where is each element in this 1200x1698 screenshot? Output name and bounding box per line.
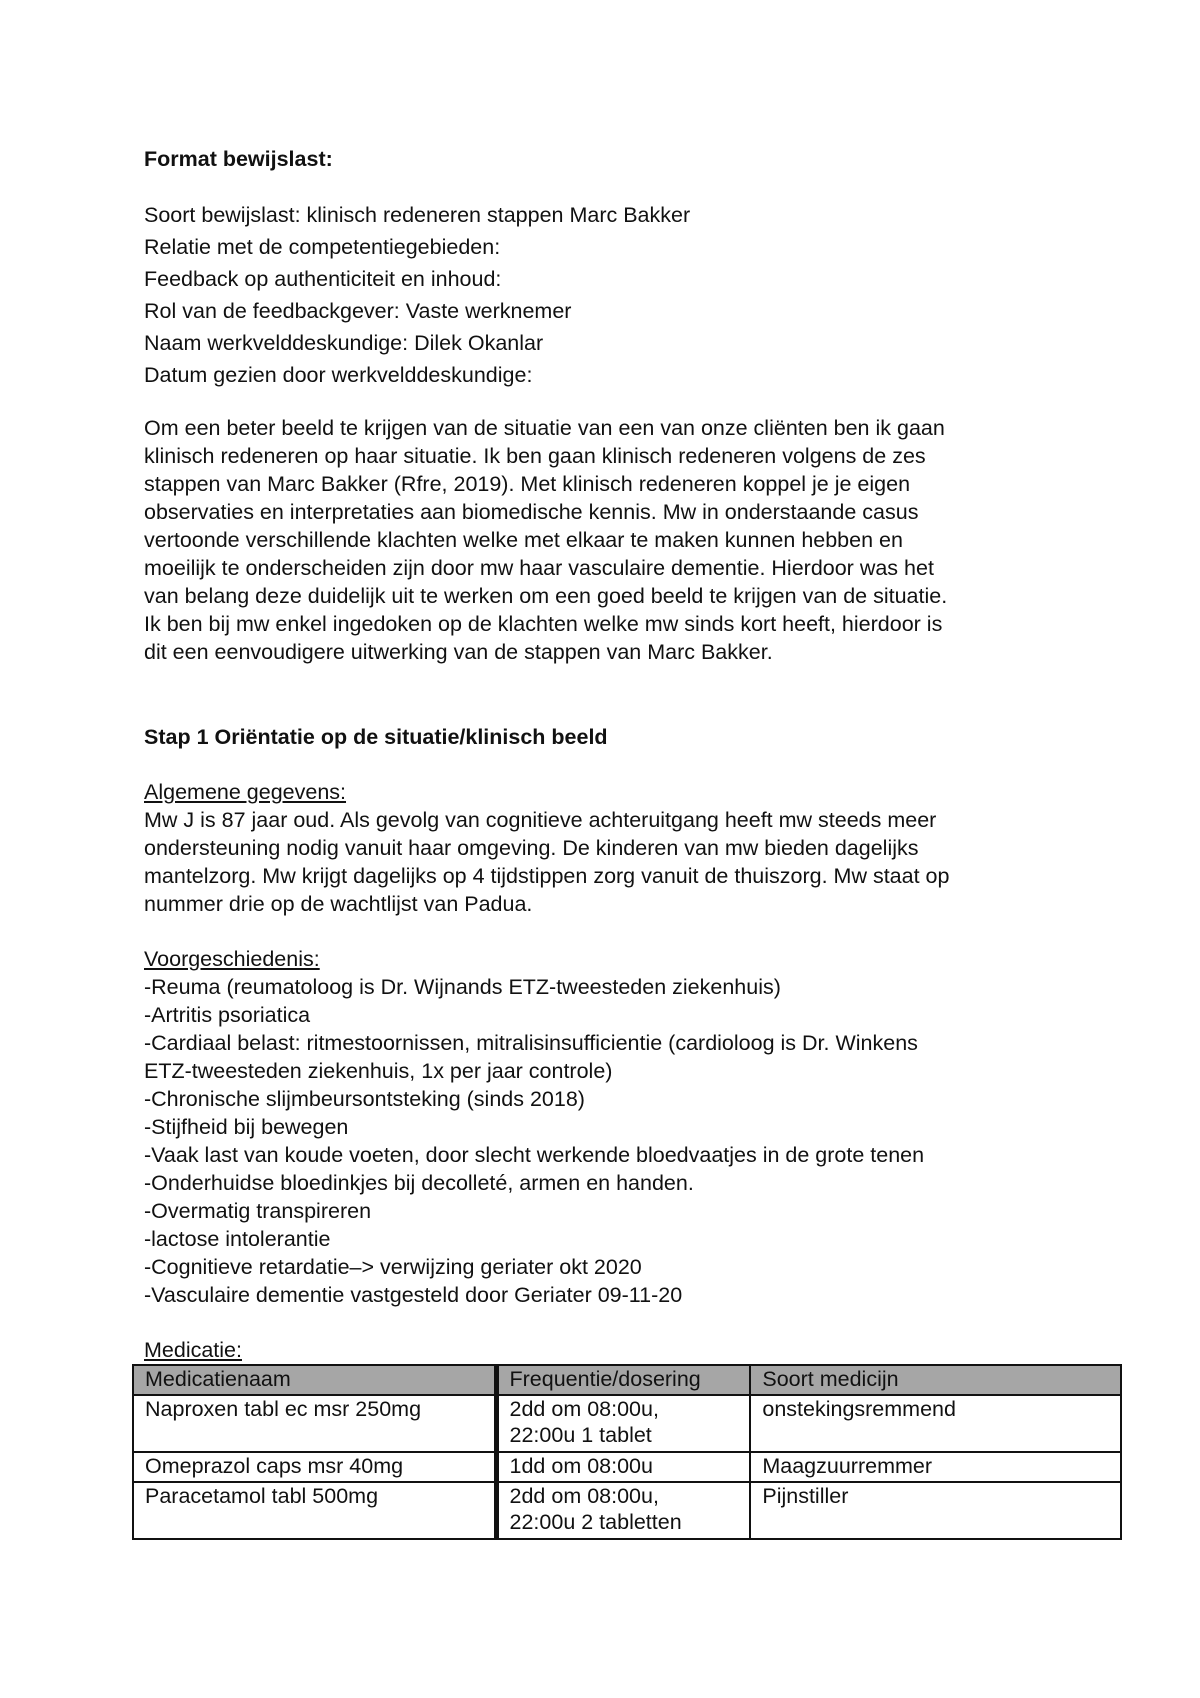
- document-title: Format bewijslast:: [144, 147, 333, 171]
- column-header-frequency: Frequentie/dosering: [496, 1365, 750, 1395]
- general-data-section: [144, 778, 1104, 918]
- intro-line: moeilijk te onderscheiden zijn door mw haar vasculaire dementie. Hierdoor was het: [144, 556, 934, 580]
- history-item: -Chronische slijmbeursontsteking (sinds 2018): [144, 1087, 585, 1111]
- history-item: ETZ-tweesteden ziekenhuis, 1x per jaar controle): [144, 1059, 613, 1083]
- intro-line: Om een beter beeld te krijgen van de situatie van een van onze cliënten ben ik gaan: [144, 416, 945, 440]
- column-header-medication-name: Medicatienaam: [133, 1365, 496, 1395]
- frequency-line: 1dd om 08:00u: [509, 1454, 653, 1478]
- general-data-line: Mw J is 87 jaar oud. Als gevolg van cognitieve achteruitgang heeft mw steeds meer: [144, 808, 937, 832]
- medication-table: [132, 1364, 1122, 1540]
- meta-date-seen: Datum gezien door werkvelddeskundige:: [144, 363, 533, 387]
- meta-feedback-giver-role: Rol van de feedbackgever: Vaste werknemer: [144, 299, 572, 323]
- table-row: [133, 1395, 1121, 1452]
- medicine-type-cell: Pijnstiller: [750, 1482, 1121, 1539]
- table-row: [133, 1482, 1121, 1539]
- frequency-line: 2dd om 08:00u,: [509, 1484, 659, 1508]
- intro-line: observaties en interpretaties aan biomedische kennis. Mw in onderstaande casus: [144, 500, 919, 524]
- medicine-type-cell: Maagzuurremmer: [750, 1452, 1121, 1482]
- intro-line: dit een eenvoudigere uitwerking van de stappen van Marc Bakker.: [144, 640, 773, 664]
- meta-expert-name: Naam werkvelddeskundige: Dilek Okanlar: [144, 331, 544, 355]
- intro-line: Ik ben bij mw enkel ingedoken op de klachten welke mw sinds kort heeft, hierdoor is: [144, 612, 943, 636]
- medication-heading-block: [144, 1336, 1104, 1364]
- meta-competence-relation: Relatie met de competentiegebieden:: [144, 235, 501, 259]
- medication-name-cell: Naproxen tabl ec msr 250mg: [133, 1395, 496, 1452]
- general-data-line: nummer drie op de wachtlijst van Padua.: [144, 892, 533, 916]
- frequency-cell: [496, 1482, 750, 1539]
- history-item: -Artritis psoriatica: [144, 1003, 311, 1027]
- meta-evidence-type: Soort bewijslast: klinisch redeneren stappen Marc Bakker: [144, 203, 691, 227]
- history-item: -Stijfheid bij bewegen: [144, 1115, 349, 1139]
- medication-name-cell: Omeprazol caps msr 40mg: [133, 1452, 496, 1482]
- medicine-type-cell: onstekingsremmend: [750, 1395, 1121, 1452]
- medication-table-header-row: [133, 1365, 1121, 1395]
- history-item: -Vaak last van koude voeten, door slecht werkende bloedvaatjes in de grote tenen: [144, 1143, 925, 1167]
- meta-feedback: Feedback op authenticiteit en inhoud:: [144, 267, 502, 291]
- frequency-line: 2dd om 08:00u,: [509, 1397, 659, 1421]
- history-item: -Vasculaire dementie vastgesteld door Geriater 09-11-20: [144, 1283, 683, 1307]
- history-heading: Voorgeschiedenis:: [144, 947, 320, 971]
- intro-line: klinisch redeneren op haar situatie. Ik ben gaan klinisch redeneren volgens de zes: [144, 444, 926, 468]
- intro-line: stappen van Marc Bakker (Rfre, 2019). Met klinisch redeneren koppel je je eigen: [144, 472, 911, 496]
- frequency-cell: [496, 1452, 750, 1482]
- table-row: [133, 1452, 1121, 1482]
- history-item: -Reuma (reumatoloog is Dr. Wijnands ETZ-tweesteden ziekenhuis): [144, 975, 781, 999]
- step1-heading: Stap 1 Oriëntatie op de situatie/klinisch beeld: [144, 725, 608, 749]
- medication-name-cell: Paracetamol tabl 500mg: [133, 1482, 496, 1539]
- history-item: -Cognitieve retardatie–> verwijzing geriater okt 2020: [144, 1255, 642, 1279]
- evidence-metadata: [144, 199, 1104, 391]
- history-item: -Onderhuidse bloedinkjes bij decolleté, armen en handen.: [144, 1171, 694, 1195]
- frequency-line: 22:00u 2 tabletten: [509, 1510, 682, 1534]
- medication-heading: Medicatie:: [144, 1338, 242, 1362]
- column-header-medicine-type: Soort medicijn: [750, 1365, 1121, 1395]
- history-item: -lactose intolerantie: [144, 1227, 331, 1251]
- history-item: -Overmatig transpireren: [144, 1199, 372, 1223]
- frequency-cell: [496, 1395, 750, 1452]
- history-section: [144, 945, 1104, 1309]
- history-item: -Cardiaal belast: ritmestoornissen, mitralisinsufficientie (cardioloog is Dr. Winkens: [144, 1031, 918, 1055]
- general-data-line: mantelzorg. Mw krijgt dagelijks op 4 tijdstippen zorg vanuit de thuiszorg. Mw staat op: [144, 864, 950, 888]
- intro-line: vertoonde verschillende klachten welke met elkaar te maken kunnen hebben en: [144, 528, 903, 552]
- general-data-heading: Algemene gegevens:: [144, 780, 347, 804]
- intro-line: van belang deze duidelijk uit te werken om een goed beeld te krijgen van de situatie.: [144, 584, 948, 608]
- intro-paragraph: [144, 414, 1104, 666]
- general-data-line: ondersteuning nodig vanuit haar omgeving. De kinderen van mw bieden dagelijks: [144, 836, 919, 860]
- frequency-line: 22:00u 1 tablet: [509, 1423, 652, 1447]
